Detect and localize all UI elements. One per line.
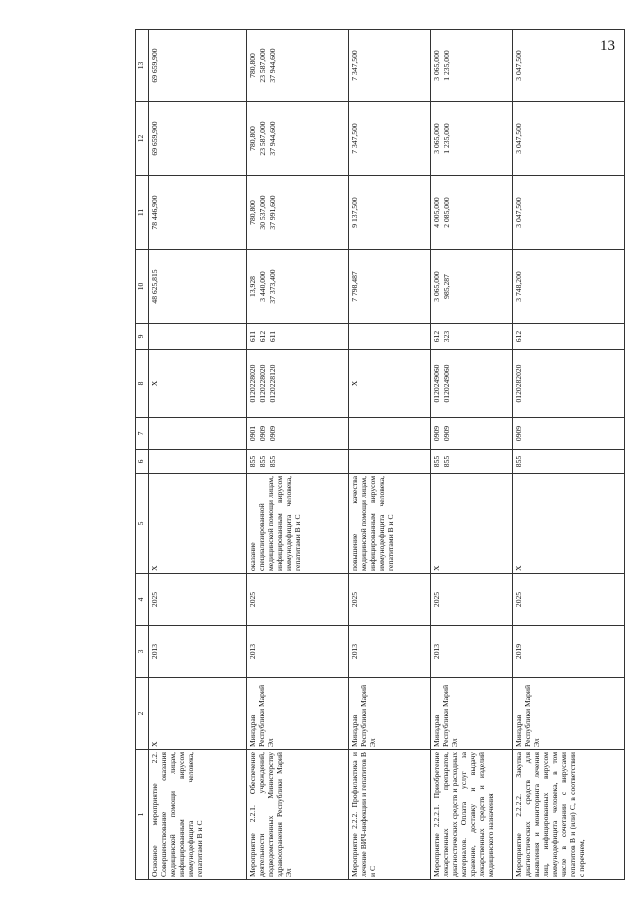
row-vr <box>349 324 431 350</box>
row-rzpr-line: 0909 <box>514 425 523 442</box>
table-row <box>349 30 431 880</box>
row-start-year-text: 2019 <box>514 643 523 660</box>
row-rzpr-line <box>351 420 361 447</box>
row-value-col10-line: 985,287 <box>442 274 451 299</box>
row-value-col10-line: 3 748,200 <box>514 271 523 302</box>
row-csr <box>349 350 431 418</box>
row-grbs-line: 855 <box>248 455 257 468</box>
row-start-year <box>247 626 349 678</box>
header-col-3: 3 <box>136 626 149 678</box>
row-rzpr <box>431 418 513 450</box>
row-rzpr-line: 0901 <box>248 425 257 442</box>
row-value-col13-line: 3 065,000 <box>432 50 441 81</box>
row-rzpr <box>149 418 247 450</box>
header-col-6: 6 <box>136 450 149 474</box>
row-csr <box>431 350 513 418</box>
row-value-col11-line: 2 085,000 <box>442 197 451 228</box>
row-end-year <box>247 574 349 626</box>
row-expected-result <box>247 474 349 574</box>
table-body <box>149 30 625 880</box>
header-col-1: 1 <box>136 750 149 880</box>
row-grbs <box>247 450 349 474</box>
row-value-col11 <box>349 176 431 250</box>
row-grbs-line: 855 <box>514 455 523 468</box>
row-grbs <box>431 450 513 474</box>
row-start-year-text: 2013 <box>150 643 159 660</box>
row-end-year <box>431 574 513 626</box>
row-value-col13-line: 7 347,500 <box>350 50 359 81</box>
row-vr-line: 323 <box>442 330 451 343</box>
row-executor <box>431 678 513 750</box>
row-description <box>513 750 625 880</box>
row-vr-line <box>151 326 161 347</box>
row-expected-result-text: Х <box>150 565 159 571</box>
row-expected-result-text: оказание специализированной медицинской помощи лицам, инфицированным вирусом иммунодефицита человека, гепатитами В и С <box>248 476 302 571</box>
header-col-13: 13 <box>136 30 149 102</box>
row-rzpr <box>513 418 625 450</box>
row-start-year <box>513 626 625 678</box>
row-end-year-text: 2025 <box>248 591 257 608</box>
row-executor <box>349 678 431 750</box>
row-value-col10 <box>149 250 247 324</box>
row-rzpr-line: 0909 <box>258 425 267 442</box>
row-value-col13 <box>349 30 431 102</box>
row-start-year-text: 2013 <box>350 643 359 660</box>
row-start-year-text: 2013 <box>432 643 441 660</box>
row-rzpr <box>247 418 349 450</box>
row-grbs-line: 855 <box>442 455 451 468</box>
row-value-col12-line: 780,800 <box>248 126 257 151</box>
row-value-col12-line: 1 235,000 <box>442 123 451 154</box>
row-grbs-line: 855 <box>258 455 267 468</box>
row-rzpr-line: 0909 <box>432 425 441 442</box>
row-value-col13-line: 37 944,600 <box>268 48 277 83</box>
row-grbs-line: 855 <box>432 455 441 468</box>
row-description <box>247 750 349 880</box>
row-vr <box>513 324 625 350</box>
row-description-text: Мероприятие 2.2.2. Профилактика и лечение ВИЧ-инфекции и гепатитов В и С <box>350 752 377 877</box>
row-executor-text: Х <box>150 741 159 747</box>
row-value-col13 <box>513 30 625 102</box>
row-csr <box>149 350 247 418</box>
row-vr-line: 612 <box>258 330 267 343</box>
table-row <box>149 30 247 880</box>
row-csr <box>247 350 349 418</box>
row-csr-line: 0120228020 <box>258 364 267 403</box>
row-value-col12-line: 7 347,500 <box>350 123 359 154</box>
row-description <box>149 750 247 880</box>
row-value-col12-line: 37 944,600 <box>268 121 277 156</box>
row-description <box>431 750 513 880</box>
row-value-col13-line: 23 587,000 <box>258 48 267 83</box>
row-description-text: Мероприятие 2.2.2.2. Закупка диагностических средств для выявления и мониторинга лечения лиц, инфицированных вирусом иммунодефицита человека, в том числе в сочетании с вирусами гепатитов В и (или) С, в соответствии с перечнем, <box>514 752 586 877</box>
row-value-col12 <box>149 102 247 176</box>
header-col-12: 12 <box>136 102 149 176</box>
row-expected-result-text: Х <box>514 565 523 571</box>
row-end-year-text: 2025 <box>432 591 441 608</box>
row-value-col11-line: 78 446,900 <box>150 195 159 230</box>
row-value-col10 <box>247 250 349 324</box>
row-value-col11 <box>247 176 349 250</box>
header-col-9: 9 <box>136 324 149 350</box>
row-start-year-text: 2013 <box>248 643 257 660</box>
row-value-col11 <box>513 176 625 250</box>
header-col-4: 4 <box>136 574 149 626</box>
row-vr <box>149 324 247 350</box>
row-csr <box>513 350 625 418</box>
row-value-col11-line: 3 047,500 <box>514 197 523 228</box>
row-executor-text: Минздрав Республики Марий Эл <box>248 684 275 747</box>
row-description-text: Мероприятие 2.2.2.1. Приобретение лекарственных препаратов, диагностических средств и расходных материалов. Оплата услуг за хранение, доставку и выдачу лекарственных средств и изделий медицинского назначения <box>432 752 495 877</box>
row-rzpr-line: 0909 <box>268 425 277 442</box>
row-value-col10 <box>431 250 513 324</box>
row-start-year <box>149 626 247 678</box>
row-start-year <box>349 626 431 678</box>
row-end-year-text: 2025 <box>514 591 523 608</box>
row-value-col12-line: 3 065,000 <box>432 123 441 154</box>
header-col-10: 10 <box>136 250 149 324</box>
row-value-col12 <box>513 102 625 176</box>
row-vr <box>247 324 349 350</box>
row-value-col13 <box>247 30 349 102</box>
row-expected-result <box>149 474 247 574</box>
header-col-11: 11 <box>136 176 149 250</box>
row-value-col10-line: 48 625,815 <box>150 269 159 304</box>
row-expected-result-text: Х <box>432 565 441 571</box>
row-rzpr-line: 0909 <box>442 425 451 442</box>
row-description <box>349 750 431 880</box>
row-csr-line: Х <box>150 380 159 387</box>
row-value-col11-line: 780,800 <box>248 200 257 225</box>
row-value-col13-line: 69 659,900 <box>150 48 159 83</box>
row-grbs <box>149 450 247 474</box>
row-value-col13-line: 1 235,000 <box>442 50 451 81</box>
row-value-col13-line: 780,800 <box>248 53 257 78</box>
row-value-col11-line: 9 137,500 <box>350 197 359 228</box>
row-value-col12 <box>431 102 513 176</box>
row-expected-result-text: повышение качества медицинской помощи лицам, инфицированным вирусом иммунодефицита человека, гепатитами В и С <box>350 476 395 571</box>
budget-table <box>135 29 625 880</box>
header-col-5: 5 <box>136 474 149 574</box>
row-expected-result <box>349 474 431 574</box>
header-col-8: 8 <box>136 350 149 418</box>
row-vr-line: 611 <box>248 330 257 343</box>
row-grbs-line <box>151 452 161 471</box>
row-csr-line: 0120249060 <box>432 364 441 403</box>
row-value-col13 <box>149 30 247 102</box>
row-grbs <box>513 450 625 474</box>
row-executor <box>247 678 349 750</box>
row-description-text: Основное мероприятие 2.2. Совершенствование оказания медицинской помощи лицам, инфицированным вирусом иммунодефицита человека, гепатитами В и С <box>150 752 204 877</box>
row-csr-line: 0120282020 <box>514 364 523 403</box>
page-number: 13 <box>600 38 615 54</box>
row-value-col12 <box>349 102 431 176</box>
row-value-col11-line: 37 991,600 <box>268 195 277 230</box>
row-value-col10 <box>349 250 431 324</box>
row-csr-line: 0120228120 <box>268 364 277 403</box>
row-value-col11-line: 4 005,000 <box>432 197 441 228</box>
row-expected-result <box>431 474 513 574</box>
row-vr-line: 612 <box>514 330 523 343</box>
row-description-text: Мероприятие 2.2.1. Обеспечение деятельности учреждений, подведомственных Министерству здравоохранения Республики Марий Эл <box>248 752 293 877</box>
row-value-col10-line: 7 798,487 <box>350 271 359 302</box>
row-end-year-text: 2025 <box>350 591 359 608</box>
row-expected-result <box>513 474 625 574</box>
row-rzpr <box>349 418 431 450</box>
rotated-table-sheet <box>135 30 625 880</box>
row-value-col11 <box>149 176 247 250</box>
row-value-col10-line: 37 373,400 <box>268 269 277 304</box>
row-value-col11-line: 30 537,000 <box>258 195 267 230</box>
row-value-col10 <box>513 250 625 324</box>
row-value-col12-line: 69 659,900 <box>150 121 159 156</box>
row-value-col12-line: 23 587,000 <box>258 121 267 156</box>
row-start-year <box>431 626 513 678</box>
row-end-year <box>149 574 247 626</box>
row-executor-text: Минздрав Республики Марий Эл <box>514 684 541 747</box>
row-csr-line: 0120228020 <box>248 364 257 403</box>
row-executor-text: Минздрав Республики Марий Эл <box>432 684 459 747</box>
table-row <box>513 30 625 880</box>
row-value-col10-line: 3 440,000 <box>258 271 267 302</box>
row-vr-line: 611 <box>268 330 277 343</box>
row-grbs-line: 855 <box>268 455 277 468</box>
row-vr-line <box>351 326 361 347</box>
row-executor <box>513 678 625 750</box>
row-grbs-line <box>351 452 361 471</box>
header-col-2: 2 <box>136 678 149 750</box>
row-value-col11 <box>431 176 513 250</box>
row-executor <box>149 678 247 750</box>
row-grbs <box>349 450 431 474</box>
row-value-col10-line: 13,928 <box>248 276 257 297</box>
row-end-year <box>349 574 431 626</box>
row-vr <box>431 324 513 350</box>
row-end-year <box>513 574 625 626</box>
header-row <box>136 30 149 880</box>
row-value-col13 <box>431 30 513 102</box>
row-value-col12 <box>247 102 349 176</box>
table-row <box>431 30 513 880</box>
row-end-year-text: 2025 <box>150 591 159 608</box>
header-col-7: 7 <box>136 418 149 450</box>
table-row <box>247 30 349 880</box>
row-vr-line: 612 <box>432 330 441 343</box>
row-csr-line: Х <box>350 380 359 387</box>
row-value-col12-line: 3 047,500 <box>514 123 523 154</box>
row-executor-text: Минздрав Республики Марий Эл <box>350 684 377 747</box>
row-value-col10-line: 3 065,000 <box>432 271 441 302</box>
row-csr-line: 0120249060 <box>442 364 451 403</box>
row-rzpr-line <box>151 420 161 447</box>
row-value-col13-line: 3 047,500 <box>514 50 523 81</box>
